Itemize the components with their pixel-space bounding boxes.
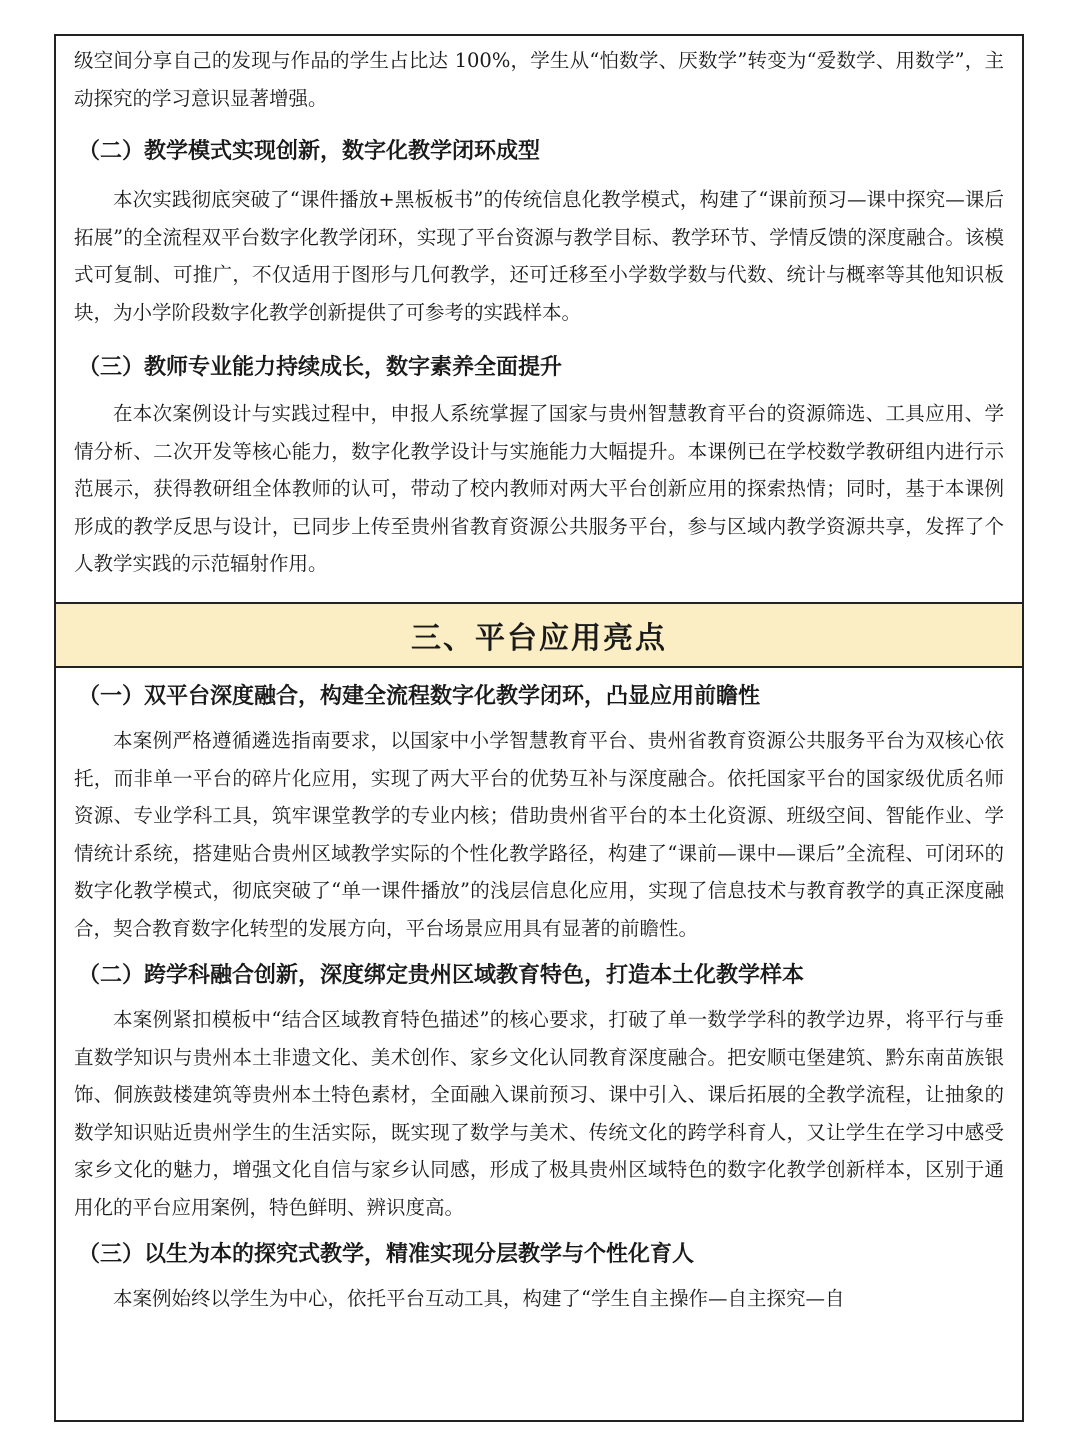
- section-banner: [56, 602, 1022, 668]
- section3-paragraph: 在本次案例设计与实践过程中，申报人系统掌握了国家与贵州智慧教育平台的资源筛选、工具应用、学情分析、二次开发等核心能力，数字化教学设计与实施能力大幅提升。本课例已在学校数学教研组内进行示范展示，获得教研组全体教师的认可，带动了校内教师对两大平台创新应用的探索热情；同时，基于本课例形成的教学反思与设计，已同步上传至贵州省教育资源公共服务平台，参与区域内教学资源共享，发挥了个人教学实践的示范辐射作用。: [74, 402, 1004, 575]
- item1-paragraph: 本案例严格遵循遴选指南要求，以国家中小学智慧教育平台、贵州省教育资源公共服务平台为双核心依托，而非单一平台的碎片化应用，实现了两大平台的优势互补与深度融合。依托国家平台的国家级优质名师资源、专业学科工具，筑牢课堂教学的专业内核；借助贵州省平台的本土化资源、班级空间、智能作业、学情统计系统，搭建贴合贵州区域教学实际的个性化教学路径，构建了“课前—课中—课后”全流程、可闭环的数字化教学模式，彻底突破了“单一课件播放”的浅层信息化应用，实现了信息技术与教育教学的真正深度融合，契合教育数字化转型的发展方向，平台场景应用具有显著的前瞻性。: [74, 729, 1004, 940]
- section2-heading: （二）教学模式实现创新，数字化教学闭环成型: [78, 138, 541, 164]
- upper-section: [56, 36, 1022, 602]
- section2-paragraph: 本次实践彻底突破了“课件播放+黑板板书”的传统信息化教学模式，构建了“课前预习—课中探究—课后拓展”的全流程双平台数字化教学闭环，实现了平台资源与教学目标、教学环节、学情反馈的深度融合。该模式可复制、可推广，不仅适用于图形与几何教学，还可迁移至小学数学数与代数、统计与概率等其他知识板块，为小学阶段数字化教学创新提供了可参考的实践样本。: [74, 188, 1004, 324]
- item2-heading: （二）跨学科融合创新，深度绑定贵州区域教育特色，打造本土化教学样本: [78, 962, 805, 988]
- item3-heading: （三）以生为本的探究式教学，精准实现分层教学与个性化育人: [78, 1241, 695, 1267]
- banner-title: 三、平台应用亮点: [411, 621, 667, 656]
- document-frame: [54, 34, 1024, 1422]
- lower-section: [56, 668, 1022, 1422]
- intro-paragraph: 级空间分享自己的发现与作品的学生占比达 100%，学生从“怕数学、厌数学”转变为“爱数学、用数学”，主动探究的学习意识显著增强。: [74, 49, 1004, 110]
- item3-paragraph: 本案例始终以学生为中心，依托平台互动工具，构建了“学生自主操作—自主探究—自: [113, 1287, 845, 1310]
- section3-heading: （三）教师专业能力持续成长，数字素养全面提升: [78, 354, 563, 380]
- item2-paragraph: 本案例紧扣模板中“结合区域教育特色描述”的核心要求，打破了单一数学学科的教学边界，将平行与垂直数学知识与贵州本土非遗文化、美术创作、家乡文化认同教育深度融合。把安顺屯堡建筑、黔东南苗族银饰、侗族鼓楼建筑等贵州本土特色素材，全面融入课前预习、课中引入、课后拓展的全教学流程，让抽象的数学知识贴近贵州学生的生活实际，既实现了数学与美术、传统文化的跨学科育人，又让学生在学习中感受家乡文化的魅力，增强文化自信与家乡认同感，形成了极具贵州区域特色的数字化教学创新样本，区别于通用化的平台应用案例，特色鲜明、辨识度高。: [74, 1008, 1004, 1219]
- item1-heading: （一）双平台深度融合，构建全流程数字化教学闭环，凸显应用前瞻性: [78, 683, 761, 709]
